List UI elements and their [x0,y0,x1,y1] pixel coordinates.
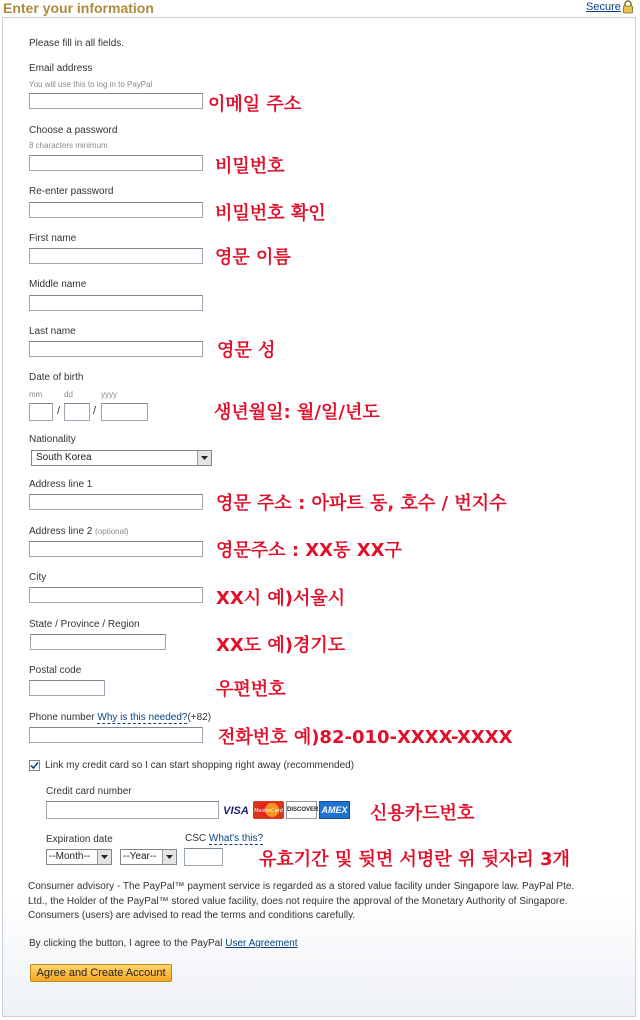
last-name-annotation: 영문 성 [217,340,276,361]
card-number-annotation: 신용카드번호 [370,803,475,824]
agreement-text-row [29,938,298,949]
phone-label-row [29,712,211,723]
csc-label: CSC [185,833,207,844]
month-selected-value: --Month-- [49,851,91,862]
agree-create-account-button[interactable]: Agree and Create Account [30,964,172,982]
expiration-label: Expiration date [46,834,113,845]
password-confirm-label: Re-enter password [29,186,114,197]
password-input[interactable] [29,155,203,171]
postal-input[interactable] [29,680,105,696]
expiration-annotation: 유효기간 및 뒷면 서명란 위 뒷자리 3개 [259,849,570,870]
discover-icon: DISCOVER [286,801,317,819]
dob-separator: / [93,405,97,417]
first-name-annotation: 영문 이름 [215,247,291,268]
last-name-label: Last name [29,326,76,337]
nationality-select[interactable] [31,450,212,466]
csc-input[interactable] [184,848,223,866]
year-selected-value: --Year-- [123,851,157,862]
dob-dd-hint: dd [64,390,73,399]
user-agreement-link[interactable]: User Agreement [225,938,298,949]
phone-input[interactable] [29,727,203,743]
city-label: City [29,572,47,583]
state-label: State / Province / Region [29,619,140,630]
dob-day-input[interactable] [64,403,90,421]
city-input[interactable] [29,587,203,603]
dob-month-input[interactable] [29,403,53,421]
first-name-label: First name [29,233,77,244]
address2-input[interactable] [29,541,203,557]
chevron-down-icon[interactable] [97,850,111,864]
page-title: Enter your information [3,0,154,16]
year-select[interactable] [120,849,177,865]
password-hint: 8 characters minimum [29,141,108,150]
why-needed-link[interactable]: Why is this needed? [97,712,188,723]
postal-annotation: 우편번호 [216,679,286,700]
city-annotation: XX시 예)서울시 [216,588,346,609]
consumer-advisory: Consumer advisory - The PayPal™ payment service is regarded as a stored value facility under Singapore law. PayPal Pte. Ltd., the Holder of the PayPal™ stored value facility, does not require the approval of the Monetary Authority of Singapore. Consumers (users) are advised to read the terms and conditions carefully. [28,881,575,921]
address1-input[interactable] [29,494,203,510]
agreement-text: By clicking the button, I agree to the PayPal [29,938,223,949]
visa-icon: VISA [221,802,251,820]
chevron-down-icon[interactable] [162,850,176,864]
card-number-label: Credit card number [46,786,132,797]
mastercard-text: MasterCard [254,808,283,814]
phone-label: Phone number [29,712,95,723]
optional-hint: (optional) [95,527,129,536]
password-confirm-input[interactable] [29,202,203,218]
lock-icon [622,0,634,14]
address2-label [29,526,129,537]
email-label: Email address [29,63,93,74]
email-input[interactable] [29,93,203,109]
csc-label-row [185,833,263,844]
first-name-input[interactable] [29,248,203,264]
address1-label: Address line 1 [29,479,93,490]
dob-separator: / [57,405,61,417]
csc-help-link[interactable]: What's this? [208,833,264,844]
email-hint: You will use this to log in to PayPal [29,80,153,89]
email-annotation: 이메일 주소 [208,94,302,115]
checkmark-icon [30,761,39,770]
mastercard-icon [253,801,284,819]
intro-text: Please fill in all fields. [29,38,125,49]
last-name-input[interactable] [29,341,203,357]
dob-label: Date of birth [29,372,84,383]
nationality-label: Nationality [29,434,76,445]
state-annotation: XX도 예)경기도 [216,635,346,656]
secure-link[interactable]: Secure [586,1,621,13]
dob-year-input[interactable] [101,403,148,421]
address2-annotation: 영문주소 : XX동 XX구 [216,540,402,561]
password-confirm-annotation: 비밀번호 확인 [215,203,326,224]
link-card-checkbox[interactable] [29,760,40,771]
chevron-down-icon[interactable] [197,451,211,465]
amex-icon: AMEX [319,801,350,819]
postal-label: Postal code [29,665,82,676]
dob-mm-hint: mm [29,390,43,399]
dob-yyyy-hint: yyyy [101,390,117,399]
state-input[interactable] [30,634,166,650]
middle-name-label: Middle name [29,279,87,290]
dob-annotation: 생년월일: 월/일/년도 [214,402,380,423]
password-annotation: 비밀번호 [215,156,285,177]
middle-name-input[interactable] [29,295,203,311]
address2-label-text: Address line 2 [29,526,93,537]
address1-annotation: 영문 주소 : 아파트 동, 호수 / 번지수 [216,493,507,514]
phone-annotation: 전화번호 예)82-010-XXXX-XXXX [218,727,513,748]
phone-prefix: (+82) [187,712,212,723]
password-label: Choose a password [29,125,118,136]
link-card-label[interactable]: Link my credit card so I can start shopping right away (recommended) [45,760,355,771]
nationality-selected-value: South Korea [36,452,92,463]
card-number-input[interactable] [46,801,219,819]
month-select[interactable] [46,849,112,865]
